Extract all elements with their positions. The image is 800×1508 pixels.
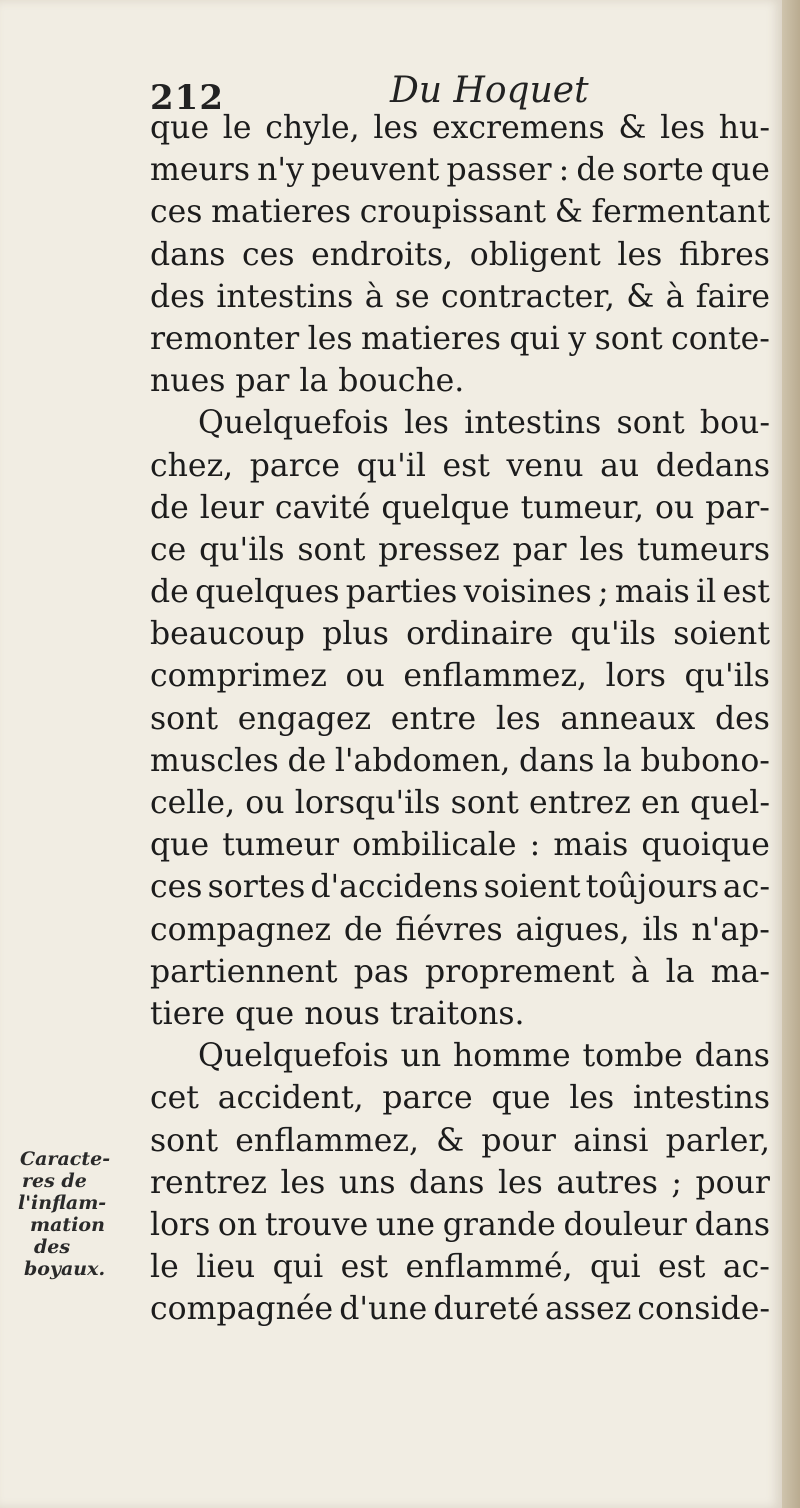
running-head: Du Hoquet xyxy=(390,70,589,111)
text-line: dans ces endroits, obligent les fibres xyxy=(150,236,770,273)
margin-note-line: l'inflam- xyxy=(18,1192,107,1214)
page-number: 212 xyxy=(150,78,224,118)
text-line: remonter les matieres qui y sont conte- xyxy=(150,320,770,357)
page-edge xyxy=(782,0,800,1508)
text-line: muscles de l'abdomen, dans la bubono- xyxy=(150,742,770,779)
margin-note-line: Caracte- xyxy=(20,1148,111,1170)
text-line: comprimez ou enflammez, lors qu'ils xyxy=(150,658,770,695)
margin-note-line: boyaux. xyxy=(24,1258,106,1280)
text-line: ce qu'ils sont pressez par les tumeurs xyxy=(150,531,770,568)
text-line: de quelques parties voisines ; mais il est xyxy=(150,574,770,611)
text-line: des intestins à se contracter, & à faire xyxy=(150,278,770,315)
text-line: de leur cavité quelque tumeur, ou par- xyxy=(150,489,770,526)
text-line: partiennent pas proprement à la ma- xyxy=(150,953,770,990)
text-line: compagnée d'une dureté assez conside- xyxy=(150,1291,770,1328)
margin-note-line: mation xyxy=(30,1214,105,1236)
text-line: celle, ou lorsqu'ils sont entrez en quel- xyxy=(150,785,770,821)
text-line: rentrez les uns dans les autres ; pour xyxy=(150,1164,770,1201)
margin-note-line: res de xyxy=(22,1170,87,1192)
text-line: le lieu qui est enflammé, qui est ac- xyxy=(150,1249,770,1286)
body-text xyxy=(150,107,770,1330)
text-line: beaucoup plus ordinaire qu'ils soient xyxy=(150,616,770,653)
margin-note xyxy=(18,1148,138,1280)
text-line: que le chyle, les excremens & les hu- xyxy=(150,110,770,146)
text-line: cet accident, parce que les intestins xyxy=(150,1080,770,1117)
text-line: sont engagez entre les anneaux des xyxy=(150,700,770,737)
text-line: nues par la bouche. xyxy=(150,363,465,400)
text-line: sont enflammez, & pour ainsi parler, xyxy=(150,1122,770,1159)
text-line: lors on trouve une grande douleur dans xyxy=(150,1206,770,1243)
text-line: chez, parce qu'il est venu au dedans xyxy=(150,447,770,484)
paragraph-start-line: Quelquefois un homme tombe dans xyxy=(198,1038,770,1075)
text-line: meurs n'y peuvent passer : de sorte que xyxy=(150,152,770,189)
text-line: ces sortes d'accidens soient toûjours ac- xyxy=(150,869,770,906)
paragraph-start-line: Quelquefois les intestins sont bou- xyxy=(198,405,770,442)
text-line: tiere que nous traitons. xyxy=(150,995,525,1032)
text-line: que tumeur ombilicale : mais quoique xyxy=(150,827,770,864)
margin-note-line: des xyxy=(34,1236,71,1258)
text-line: compagnez de fiévres aigues, ils n'ap- xyxy=(150,911,770,948)
text-line: ces matieres croupissant & fermentant xyxy=(150,194,770,231)
